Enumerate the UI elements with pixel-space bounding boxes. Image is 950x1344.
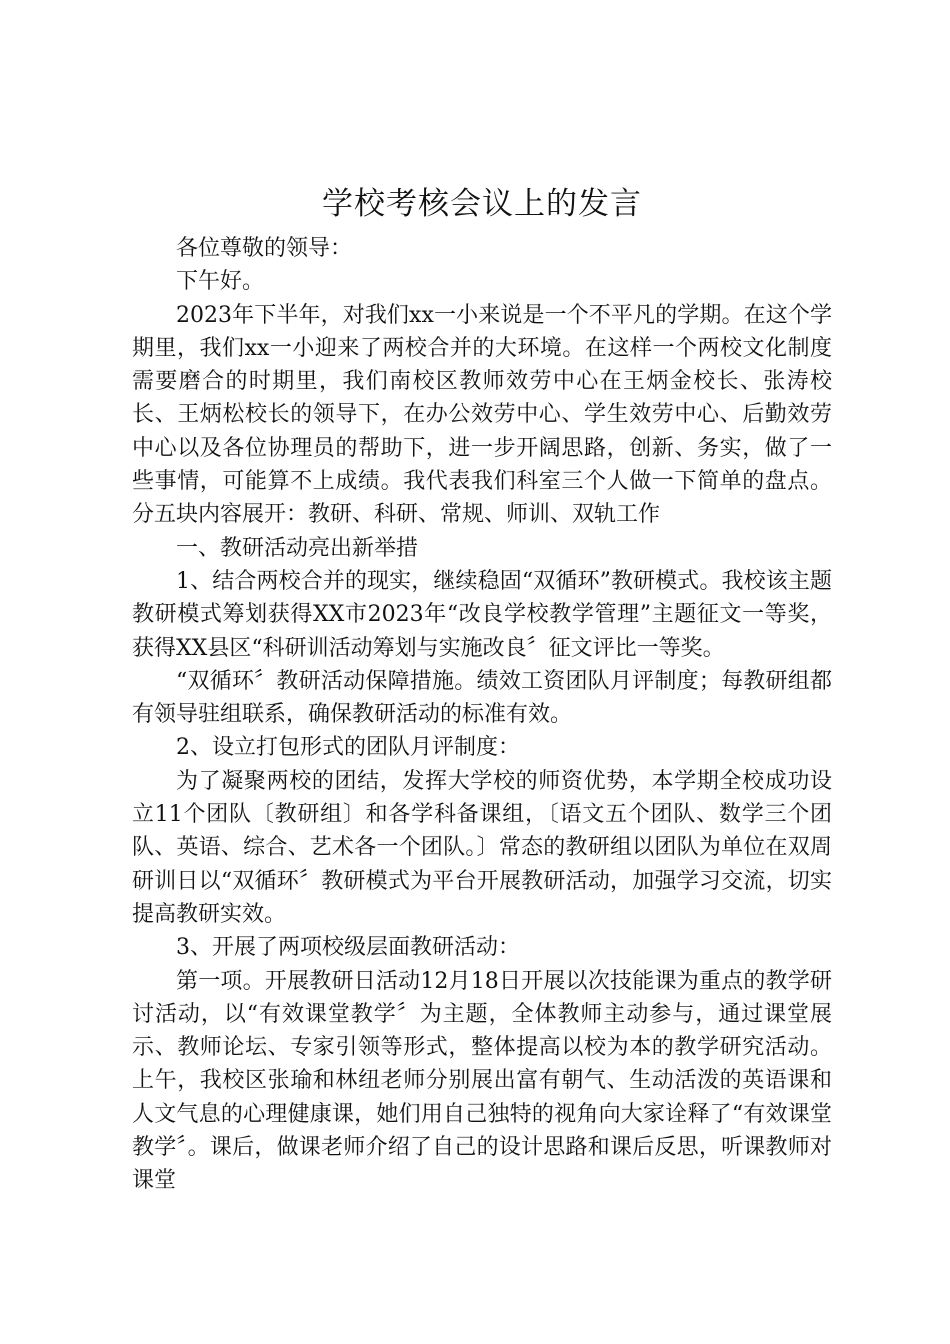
paragraph-safeguard-measures: “双循环〞教研活动保障措施。绩效工资团队月评制度；每教研组都有领导驻组联系，确保教研活动的标准有效。 xyxy=(132,668,832,728)
document-title: 学校考核会议上的发言 xyxy=(322,186,642,222)
paragraph-greeting: 下午好。 xyxy=(176,269,265,295)
paragraph-item-3: 3、开展了两项校级层面教研活动： xyxy=(176,935,520,961)
document-page xyxy=(132,182,832,1198)
paragraph-team-setup: 为了凝聚两校的团结，发挥大学校的师资优势，本学期全校成功设立11个团队〔教研组〕和各学科备课组，〔语文五个团队、数学三个团队、英语、综合、艺术各一个团队。〕常态的教研组以团队为单位在双周研训日以“双循环〞教研模式为平台开展教研活动，加强学习交流，切实提高教研实效。 xyxy=(132,768,832,927)
paragraph-first-activity: 第一项。开展教研日活动12月18日开展以次技能课为重点的教学研讨活动，以“有效课堂教学〞为主题，全体教师主动参与，通过课堂展示、教师论坛、专家引领等形式，整体提高以校为本的教学研究活动。上午，我校区张瑜和林纽老师分别展出富有朝气、生动活泼的英语课和人文气息的心理健康课，她们用自己独特的视角向大家诠释了“有效课堂教学〞。课后，做课老师介绍了自己的设计思路和课后反思，听课教师对课堂 xyxy=(132,968,832,1194)
paragraph-item-2: 2、设立打包形式的团队月评制度： xyxy=(176,735,520,761)
paragraph-introduction: 2023年下半年，对我们xx一小来说是一个不平凡的学期。在这个学期里，我们xx一小迎来了两校合并的大环境。在这样一个两校文化制度需要磨合的时期里，我们南校区教师效劳中心在王炳金校长、张涛校长、王炳松校长的领导下，在办公效劳中心、学生效劳中心、后勤效劳中心以及各位协理员的帮助下，进一步开阔思路，创新、务实，做了一些事情，可能算不上成绩。我代表我们科室三个人做一下简单的盘点。分五块内容展开：教研、科研、常规、师训、双轨工作 xyxy=(132,302,832,528)
paragraph-salutation: 各位尊敬的领导： xyxy=(176,236,353,261)
paragraph-item-1: 1、结合两校合并的现实，继续稳固“双循环”教研模式。我校该主题教研模式筹划获得XX市2023年“改良学校教学管理”主题征文一等奖，获得XX县区“科研训活动筹划与实施改良〞征文评比一等奖。 xyxy=(132,568,832,661)
section-heading-teaching-research: 一、教研活动亮出新举措 xyxy=(176,535,419,561)
